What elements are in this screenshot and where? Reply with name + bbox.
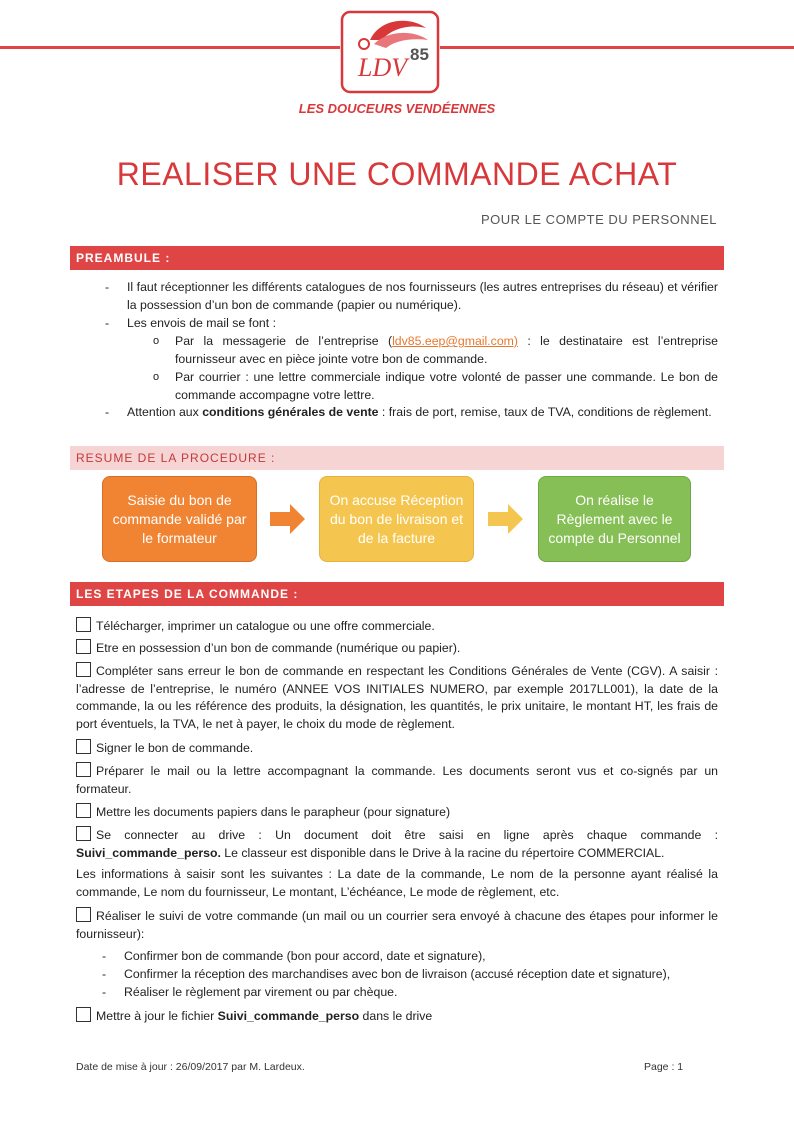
checkbox[interactable] [76, 907, 91, 922]
checklist-label: Réaliser le suivi de votre commande (un mail ou un courrier sera envoyé à chacune des étapes pour informer le fournisseur): [76, 909, 718, 941]
procedure-step-reglement: On réalise le Règlement avec le compte du Personnel [538, 476, 691, 562]
checklist-item-possession [76, 639, 718, 658]
update-bold: Suivi_commande_perso [217, 1009, 360, 1023]
etapes-heading: LES ETAPES DE LA COMMANDE : [70, 582, 724, 606]
arrow-right-icon [488, 503, 524, 535]
suivi-item-reglement: - Réaliser le règlement par virement ou par chèque. [124, 984, 724, 1002]
cgv-text-end: : frais de port, remise, taux de TVA, conditions de règlement. [378, 405, 712, 419]
messagerie-text-start: Par la messagerie de l’entreprise ( [175, 334, 393, 348]
drive-text-start: Se connecter au drive : Un document doit être saisi en ligne après chaque commande : [96, 828, 718, 842]
checkbox[interactable] [76, 617, 91, 632]
preambule-sub-courrier: o Par courrier : une lettre commerciale indique votre volonté de passer une commande. Le bon de commande accompagne votre lettre. [175, 369, 718, 404]
checkbox[interactable] [76, 803, 91, 818]
checkbox[interactable] [76, 826, 91, 841]
checklist-item-parapheur [76, 803, 718, 822]
checklist-label: Etre en possession d’un bon de commande (numérique ou papier). [96, 641, 461, 655]
resume-heading: RESUME DE LA PROCEDURE : [70, 446, 724, 470]
checkbox[interactable] [76, 662, 91, 677]
logo-letters: LDV [358, 53, 408, 82]
suivi-item-confirmer-reception: - Confirmer la réception des marchandises avec bon de livraison (accusé réception date et signature), [124, 966, 724, 984]
checklist-item-drive [76, 826, 718, 862]
checklist-label: Signer le bon de commande. [96, 741, 254, 755]
checklist-item-completer [76, 662, 718, 733]
email-link[interactable]: ldv85.eep@gmail.com) [392, 334, 519, 348]
preambule-heading: PREAMBULE : [70, 246, 724, 270]
brand-name: LES DOUCEURS VENDÉENNES [298, 101, 496, 116]
checklist-label: Mettre les documents papiers dans le parapheur (pour signature) [96, 805, 451, 819]
checklist-item-preparer [76, 762, 718, 798]
preambule-item-cgv [127, 404, 718, 422]
update-text-end: dans le drive [359, 1009, 433, 1023]
drive-bold: Suivi_commande_perso. [76, 845, 221, 860]
cgv-text-start: Attention aux [127, 405, 203, 419]
footer-page-number: Page : 1 [644, 1061, 684, 1073]
checklist-item-suivi [76, 907, 718, 943]
checkbox[interactable] [76, 1007, 91, 1022]
checklist-label: Compléter sans erreur le bon de commande en respectant les Conditions Générales de Vente (CGV). A saisir : l’adresse de l’entreprise, le numéro (ANNEE VOS INITIALES NUMERO, par exemple 2017LL001), la date de la commande, la ou les référence des produits, la désignation, les quantités, le prix unitaire, le montant HT, les frais de port éventuels, la TVA, le net à payer, le choix du mode de règlement. [76, 664, 718, 731]
checkbox[interactable] [76, 739, 91, 754]
logo-number: 85 [410, 45, 429, 64]
checklist-item-telecharger [76, 617, 718, 636]
checklist-label: Télécharger, imprimer un catalogue ou une offre commerciale. [96, 619, 435, 633]
checkbox[interactable] [76, 762, 91, 777]
suivi-item-confirmer-bon: - Confirmer bon de commande (bon pour accord, date et signature), [124, 948, 724, 966]
update-text-start: Mettre à jour le fichier [96, 1009, 218, 1023]
cgv-bold: conditions générales de vente [202, 405, 379, 419]
checklist-item-signer [76, 739, 718, 758]
company-logo [340, 10, 440, 94]
preambule-sub-messagerie [175, 333, 718, 368]
procedure-step-reception: On accuse Réception du bon de livraison et de la facture [319, 476, 474, 562]
drive-text-end: Le classeur est disponible dans le Drive à la racine du répertoire COMMERCIAL. [220, 845, 665, 860]
preambule-item-catalogues: - Il faut réceptionner les différents catalogues de nos fournisseurs (les autres entreprises du réseau) et vérifier la possession d’un bon de commande (papier ou numérique). [127, 279, 718, 314]
checklist-item-mettre-a-jour [76, 1007, 718, 1026]
page-subtitle: POUR LE COMPTE DU PERSONNEL [481, 212, 717, 227]
preambule-item-mail: - Les envois de mail se font : [127, 315, 718, 333]
arrow-right-icon [270, 503, 306, 535]
footer-update-date: Date de mise à jour : 26/09/2017 par M. Lardeux. [76, 1061, 305, 1073]
page-title: REALISER UNE COMMANDE ACHAT [116, 156, 678, 192]
info-paragraph: Les informations à saisir sont les suivantes : La date de la commande, Le nom de la personne ayant réalisé la commande, Le nom du fournisseur, Le montant, L’échéance, Le mode de règlement, etc. [76, 867, 718, 899]
checkbox[interactable] [76, 639, 91, 654]
messagerie-text-end: : le destinataire est l’entreprise fournisseur avec en pièce jointe votre bon de commande. [175, 334, 718, 366]
checklist-label: Préparer le mail ou la lettre accompagnant la commande. Les documents seront vus et co-signés par un formateur. [76, 764, 718, 796]
procedure-step-saisie: Saisie du bon de commande validé par le formateur [102, 476, 257, 562]
